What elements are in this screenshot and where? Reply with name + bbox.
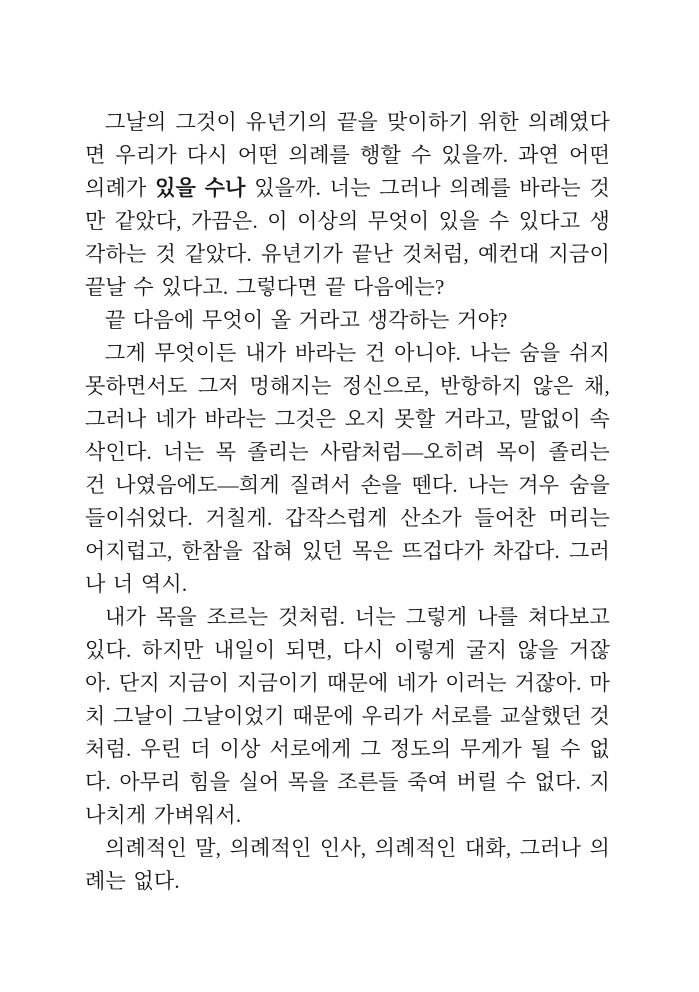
paragraph-2 xyxy=(85,304,610,337)
paragraph-1-run-2-bold: 있을 수나 xyxy=(155,176,246,200)
text-body xyxy=(85,106,610,898)
paragraph-1-run-1: 그날의 그것이 유년기의 끝을 맞이하기 위한 의례였다면 우리가 다시 어떤 의례를 행할 수 있을까. 과연 어떤 의례가 xyxy=(85,110,610,200)
paragraph-5 xyxy=(85,832,610,898)
paragraph-5-run-1: 의례적인 말, 의례적인 인사, 의례적인 대화, 그러나 의례는 없다. xyxy=(85,836,610,893)
paragraph-1 xyxy=(85,106,610,304)
paragraph-4-run-1: 내가 목을 조르는 것처럼. 너는 그렇게 나를 쳐다보고 있다. 하지만 내일이 되면, 다시 이렇게 굴지 않을 거잖아. 단지 지금이 지금이기 때문에 네가 이러는 거잖아. 마치 그날이 그날이었기 때문에 우리가 서로를 교살했던 것처럼. 우린 더 이상 서로에게 그 정도의 무게가 될 수 없다. 아무리 힘을 실어 목을 조른들 죽여 버릴 수 없다. 지나치게 가벼워서. xyxy=(85,605,610,827)
paragraph-3-run-1: 그게 무엇이든 내가 바라는 건 아니야. 나는 숨을 쉬지 못하면서도 그저 멍해지는 정신으로, 반항하지 않은 채, 그러나 네가 바라는 그것은 오지 못할 거라고, 말없이 속삭인다. 너는 목 졸리는 사람처럼—오히려 목이 졸리는 건 나였음에도—희게 질려서 손을 뗀다. 나는 겨우 숨을 들이쉬었다. 거칠게. 갑작스럽게 산소가 들어찬 머리는 어지럽고, 한참을 잡혀 있던 목은 뜨겁다가 차갑다. 그러나 너 역시. xyxy=(85,341,610,596)
paragraph-3 xyxy=(85,337,610,601)
paragraph-1-run-3: 있을까. 너는 그러나 의례를 바라는 것만 같았다, 가끔은. 이 이상의 무엇이 있을 수 있다고 생각하는 것 같았다. 유년기가 끝난 것처럼, 예컨대 지금이 끝날 수 있다고. 그렇다면 끝 다음에는? xyxy=(85,176,610,299)
paragraph-2-run-1: 끝 다음에 무엇이 올 거라고 생각하는 거야? xyxy=(105,308,508,332)
paragraph-4 xyxy=(85,601,610,832)
